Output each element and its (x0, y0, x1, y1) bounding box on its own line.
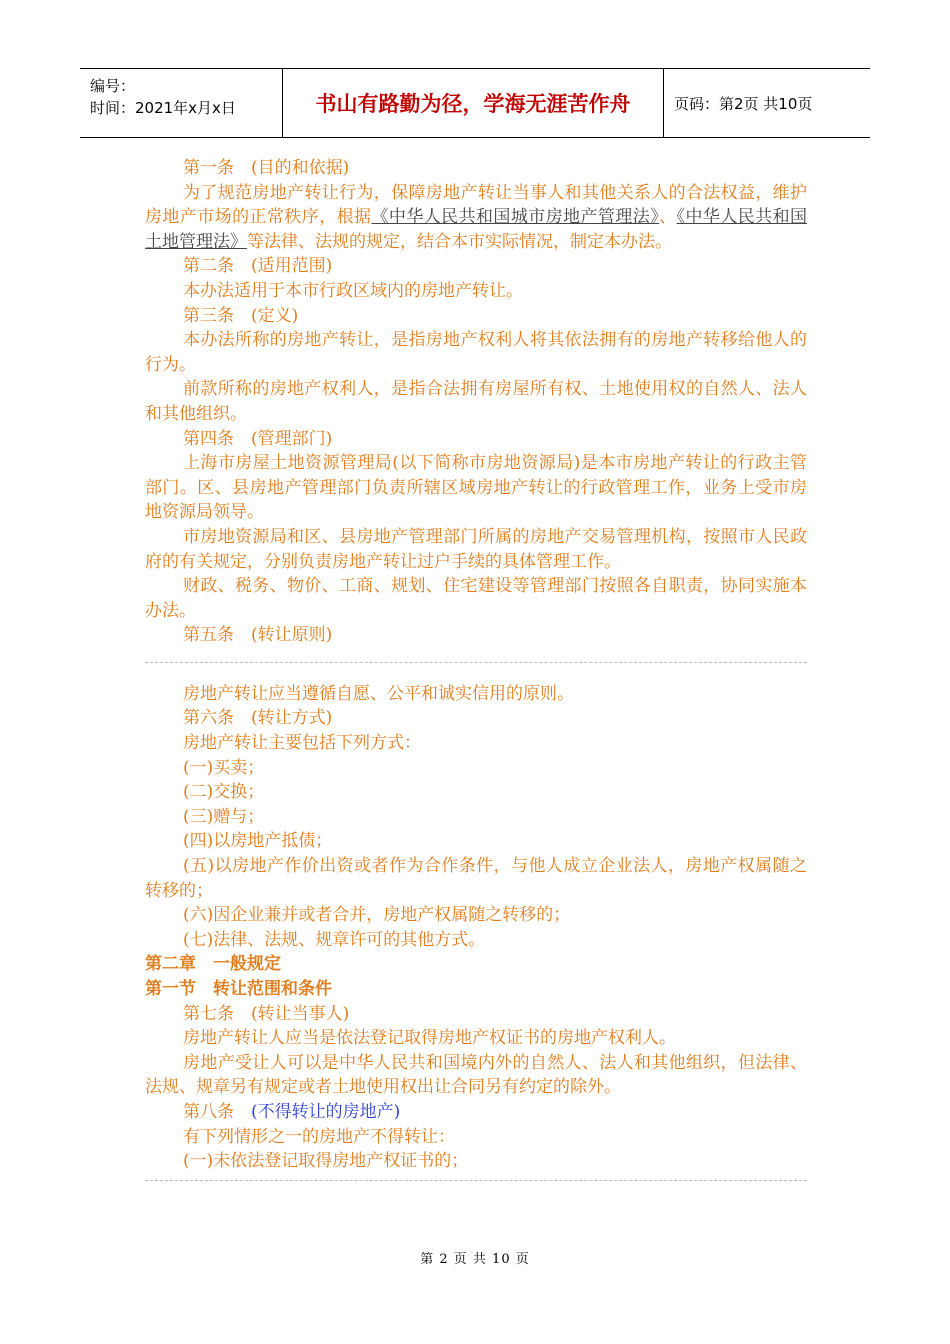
list-item: (三)赠与； (183, 806, 265, 827)
article-7-title: 第七条 (转让当事人) (183, 1003, 350, 1024)
article-8-paragraph: 有下列情形之一的房地产不得转让： (183, 1126, 455, 1147)
article-7-paragraph-1: 房地产转让人应当是依法登记取得房地产权证书的房地产权利人。 (183, 1028, 676, 1049)
article-8-title: 第八条 (不得转让的房地产) (183, 1101, 401, 1122)
page-header (80, 68, 870, 138)
list-item: (五)以房地产作价出资或者作为合作条件，与他人成立企业法人，房地产权属随之转移的； (145, 856, 807, 901)
article-2-paragraph: 本办法适用于本市行政区域内的房地产转让。 (183, 280, 523, 301)
code-label: 编号： (90, 77, 136, 95)
article-1-paragraph: 为了规范房地产转让行为，保障房地产转让当事人和其他关系人的合法权益，维护房地产市场的正常秩序，根据《中华人民共和国城市房地产管理法》、《中华人民共和国土地管理法》等法律、法规的规定，结合本市实际情况，制定本办法。 (145, 182, 808, 252)
article-3-paragraph-1: 本办法所称的房地产转让，是指房地产权利人将其依法拥有的房地产转移给他人的行为。 (145, 330, 807, 375)
header-motto: 书山有路勤为径，学海无涯苦作舟 (282, 69, 664, 137)
list-item: (七)法律、法规、规章许可的其他方式。 (183, 929, 486, 950)
article-8-subtitle: (不得转让的房地产) (251, 1101, 401, 1122)
article-7-paragraph-2: 房地产受让人可以是中华人民共和国境内外的自然人、法人和其他组织，但法律、法规、规章另有规定或者土地使用权出让合同另有约定的除外。 (145, 1052, 807, 1098)
header-page-info: 页码：第2页 共10页 (674, 94, 813, 113)
list-item: (二)交换； (183, 782, 265, 803)
section-1-heading: 第一节 转让范围和条件 (145, 979, 332, 999)
article-6-title: 第六条 (转让方式) (183, 708, 333, 729)
header-meta (90, 75, 236, 119)
law-link-urban-real-estate[interactable]: 《中华人民共和国城市房地产管理法》 (371, 207, 660, 228)
article-2-title: 第二条 (适用范围) (183, 256, 333, 277)
article-4-title: 第四条 (管理部门) (183, 428, 333, 449)
article-4-paragraph-2: 市房地资源局和区、县房地产管理部门所属的房地产交易管理机构，按照市人民政府的有关规定，分别负责房地产转让过户手续的具体管理工作。 (145, 526, 807, 572)
page-break-divider (145, 1180, 807, 1182)
article-5-title: 第五条 (转让原则) (183, 625, 333, 646)
date-label: 时间：2021年x月x日 (90, 99, 236, 117)
list-item: (一)未依法登记取得房地产权证书的； (183, 1151, 469, 1172)
article-4-paragraph-1: 上海市房屋土地资源管理局(以下简称市房地资源局)是本市房地产转让的行政主管部门。区、县房地产管理部门负责所辖区域房地产转让的行政管理工作，业务上受市房地资源局领导。 (145, 453, 807, 523)
page-footer: 第 2 页 共 10 页 (420, 1252, 530, 1267)
chapter-2-heading: 第二章 一般规定 (145, 954, 281, 975)
law-link-land-management[interactable]: 《中华人民共和国土地管理法》 (145, 207, 808, 252)
list-item: (四)以房地产抵债； (183, 831, 333, 852)
list-item: (六)因企业兼并或者合并，房地产权属随之转移的； (183, 905, 571, 926)
list-item: (一)买卖； (183, 757, 265, 778)
article-3-paragraph-2: 前款所称的房地产权利人，是指合法拥有房屋所有权、土地使用权的自然人、法人和其他组织。 (145, 379, 807, 424)
page-break-divider (145, 662, 807, 664)
article-1-title: 第一条 (目的和依据) (183, 158, 350, 178)
article-5-paragraph: 房地产转让应当遵循自愿、公平和诚实信用的原则。 (183, 683, 574, 704)
article-4-paragraph-3: 财政、税务、物价、工商、规划、住宅建设等管理部门按照各自职责，协同实施本办法。 (145, 576, 807, 621)
article-6-paragraph: 房地产转让主要包括下列方式： (183, 733, 421, 754)
document-body (145, 156, 807, 1200)
article-3-title: 第三条 (定义) (183, 305, 299, 326)
